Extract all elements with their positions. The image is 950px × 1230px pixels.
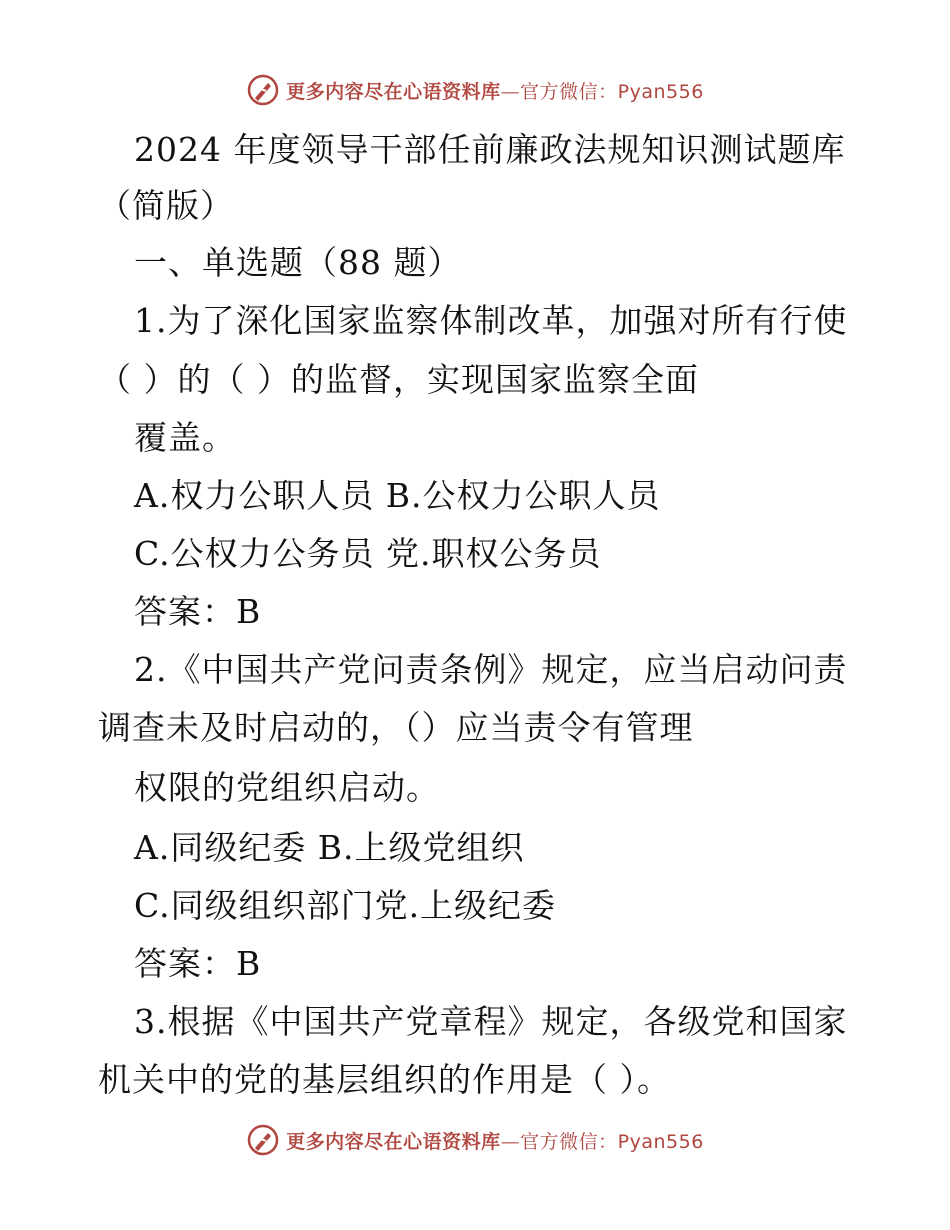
watermark-brand: 更多内容尽在心语资料库: [286, 1130, 501, 1153]
q1-options-ab: A.权力公职人员 B.公权力公职人员: [134, 476, 661, 515]
pen-logo-icon: [246, 73, 280, 107]
watermark-contact: 官方微信：Pyan556: [520, 1130, 704, 1153]
doc-title-line2: （简版）: [98, 186, 234, 225]
watermark-group: [246, 73, 704, 107]
q2-answer: 答案：B: [134, 944, 262, 983]
q1-line1: 1.为了深化国家监察体制改革，加强对所有行使: [134, 301, 848, 340]
q2-line2: 调查未及时启动的，（）应当责令有管理: [98, 708, 694, 747]
watermark-brand: 更多内容尽在心语资料库: [286, 80, 501, 103]
watermark-separator: —: [500, 80, 521, 103]
q1-line3: 覆盖。: [134, 418, 236, 457]
q2-line3: 权限的党组织启动。: [134, 768, 440, 807]
watermark-group: [246, 1123, 704, 1157]
watermark-text: [286, 1127, 704, 1154]
header-watermark: [0, 70, 950, 110]
q1-line2: （ ）的（ ）的监督，实现国家监察全面: [98, 360, 699, 399]
footer-watermark: [0, 1120, 950, 1160]
watermark-text: [286, 77, 704, 104]
doc-title-line1: 2024 年度领导干部任前廉政法规知识测试题库: [134, 130, 846, 169]
q2-options-cd: C.同级组织部门党.上级纪委: [134, 886, 557, 925]
q3-line1: 3.根据《中国共产党章程》规定，各级党和国家: [134, 1002, 848, 1041]
q1-answer: 答案：B: [134, 592, 262, 631]
q3-line2: 机关中的党的基层组织的作用是（ ）。: [98, 1060, 671, 1099]
q2-line1: 2.《中国共产党问责条例》规定，应当启动问责: [134, 650, 848, 689]
section-heading: 一、单选题（88 题）: [134, 243, 462, 282]
watermark-contact: 官方微信：Pyan556: [520, 80, 704, 103]
q2-options-ab: A.同级纪委 B.上级党组织: [134, 828, 525, 867]
pen-logo-icon: [246, 1123, 280, 1157]
q1-options-cd: C.公权力公务员 党.职权公务员: [134, 534, 602, 573]
watermark-separator: —: [500, 1130, 521, 1153]
